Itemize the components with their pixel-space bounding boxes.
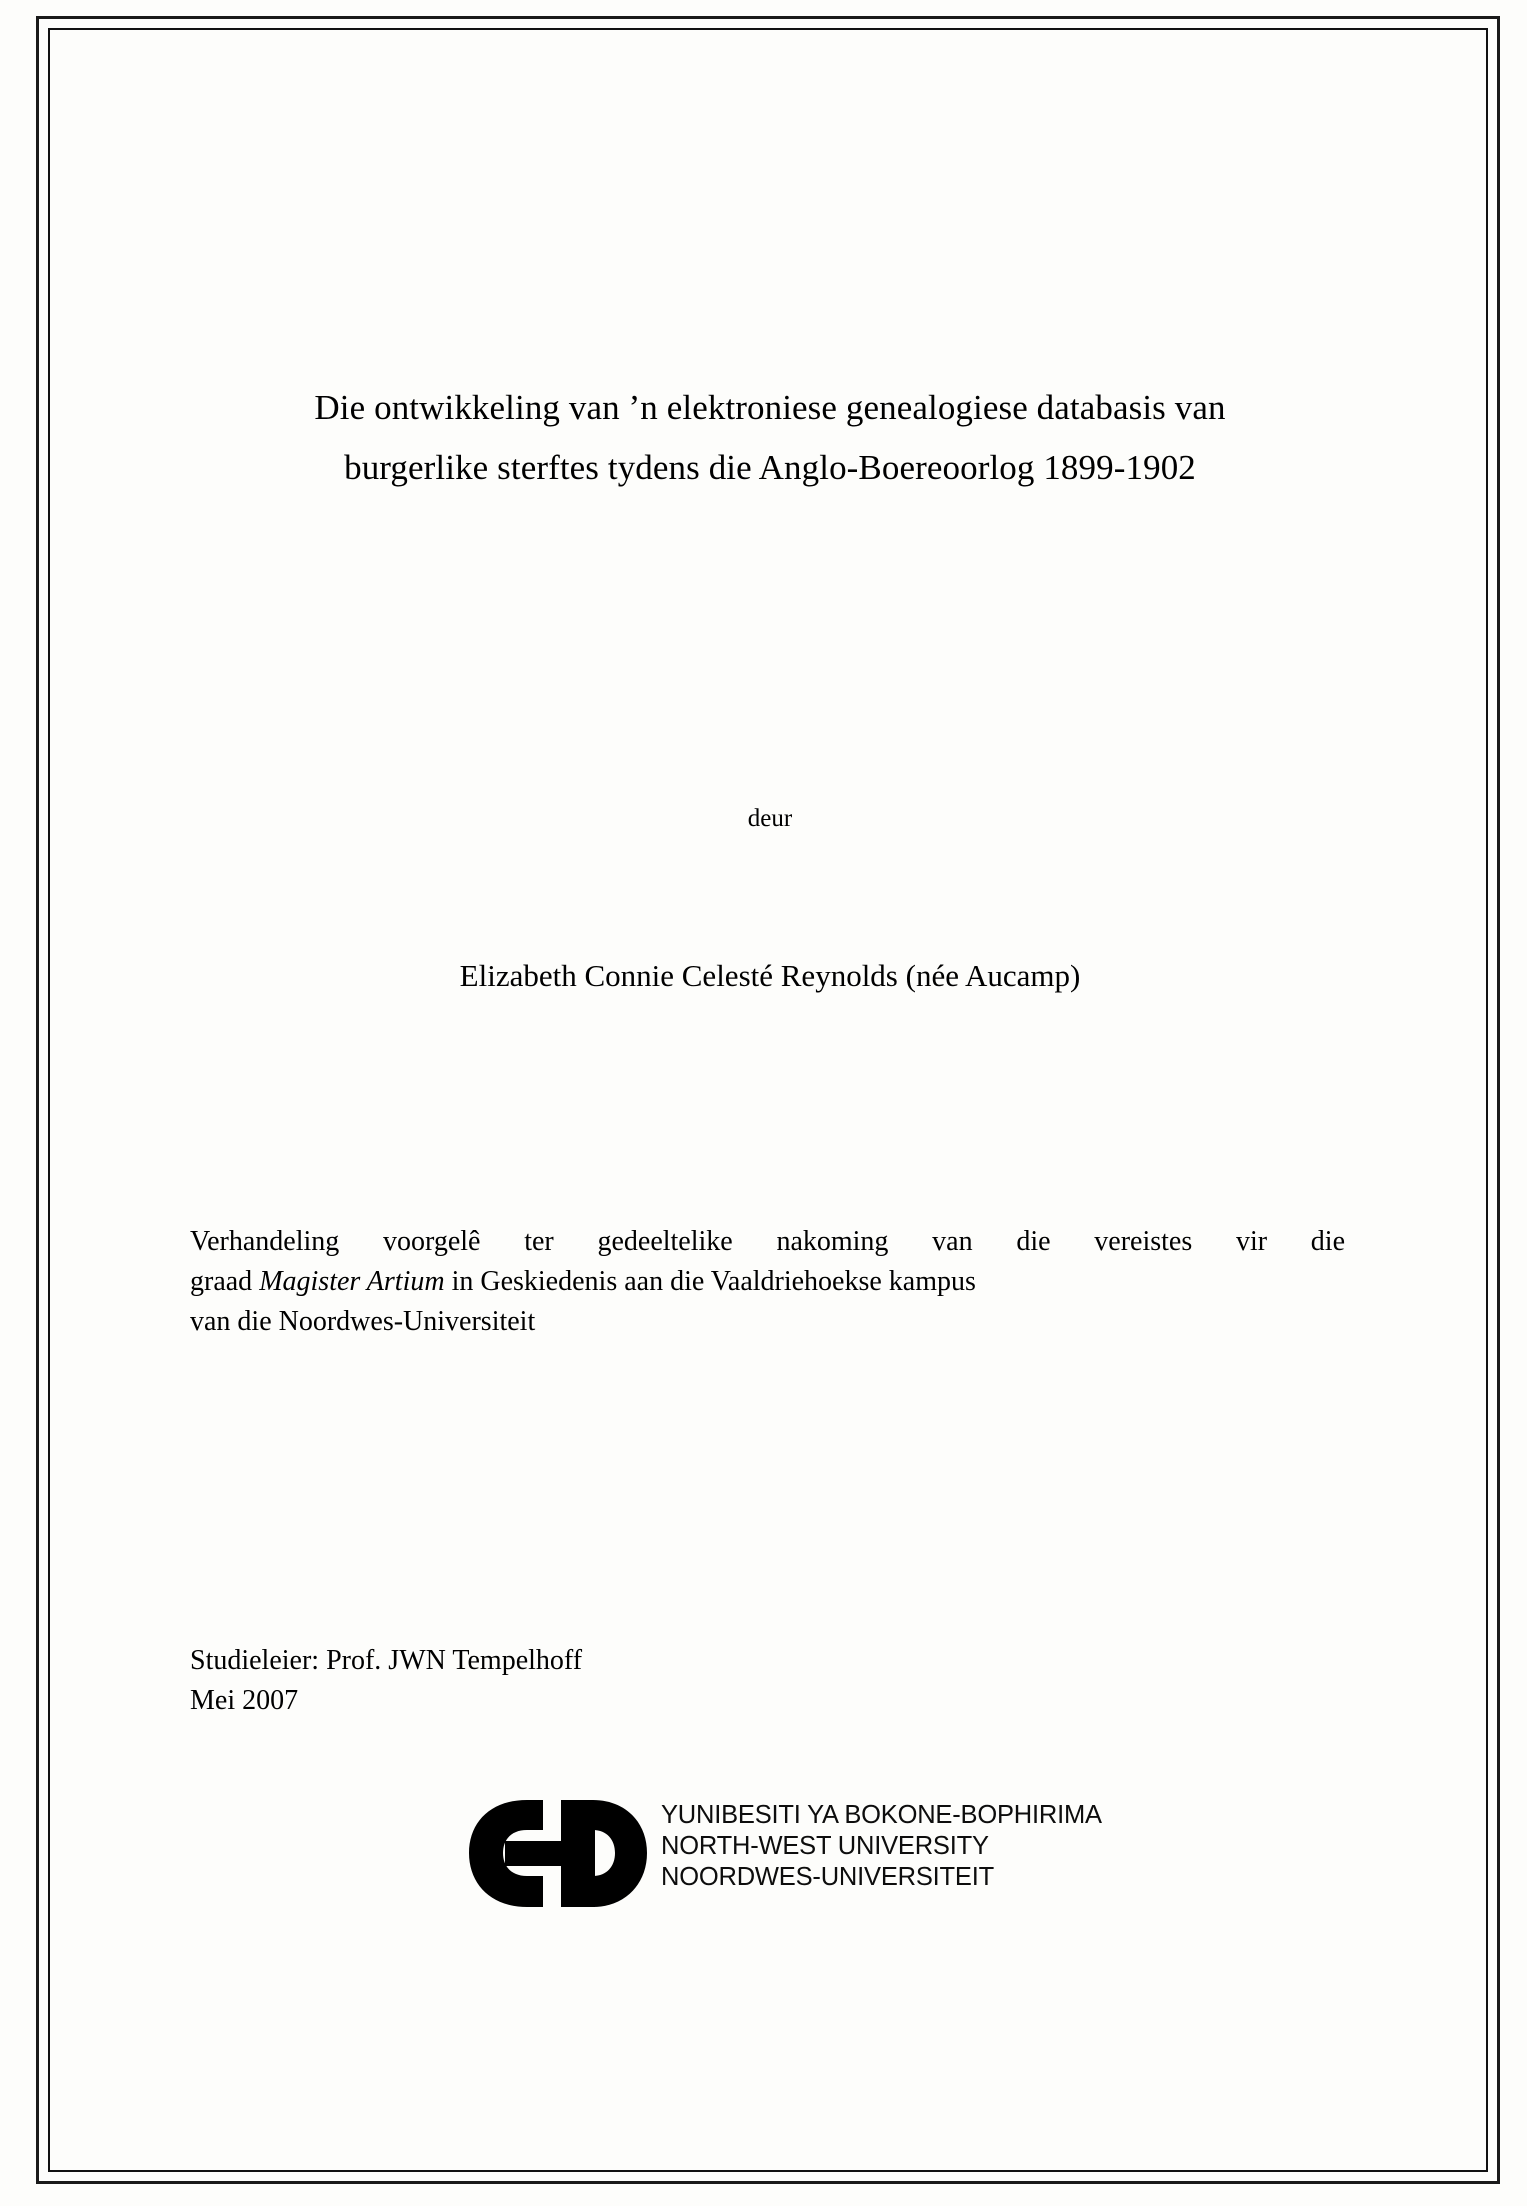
supervisor-block bbox=[190, 1641, 582, 1721]
university-logo-text bbox=[661, 1800, 1102, 1893]
university-logo bbox=[465, 1790, 1102, 1920]
page-content bbox=[190, 0, 1350, 2206]
by-label: deur bbox=[747, 805, 793, 832]
degree-statement-line-2-before: graad bbox=[190, 1265, 260, 1297]
degree-name-italic: Magister Artium bbox=[259, 1265, 445, 1297]
author-name: Elizabeth Connie Celesté Reynolds (née Aucamp) bbox=[459, 958, 1081, 993]
title-line-1: Die ontwikkeling van ’n elektroniese genealogiese databasis van bbox=[314, 388, 1226, 427]
title-line-2: burgerlike sterftes tydens die Anglo-Boereoorlog 1899-1902 bbox=[344, 448, 1196, 488]
degree-statement bbox=[190, 1222, 1345, 1341]
logo-line-3: NOORDWES-UNIVERSITEIT bbox=[661, 1863, 994, 1892]
degree-statement-line-3: van die Noordwes-Universiteit bbox=[190, 1305, 536, 1337]
submission-date: Mei 2007 bbox=[190, 1684, 299, 1716]
degree-statement-line-2 bbox=[190, 1262, 1345, 1302]
nwu-logo-icon bbox=[465, 1796, 655, 1911]
degree-statement-line-1: Verhandeling voorgelê ter gedeeltelike nakoming van die vereistes vir die bbox=[190, 1226, 1345, 1257]
logo-line-2: NORTH-WEST UNIVERSITY bbox=[661, 1832, 989, 1861]
supervisor-name: Studieleier: Prof. JWN Tempelhoff bbox=[190, 1645, 583, 1676]
degree-statement-line-2-after: in Geskiedenis aan die Vaaldriehoekse kampus bbox=[444, 1265, 976, 1297]
thesis-title bbox=[190, 378, 1350, 498]
logo-line-1: YUNIBESITI YA BOKONE-BOPHIRIMA bbox=[661, 1801, 1102, 1829]
